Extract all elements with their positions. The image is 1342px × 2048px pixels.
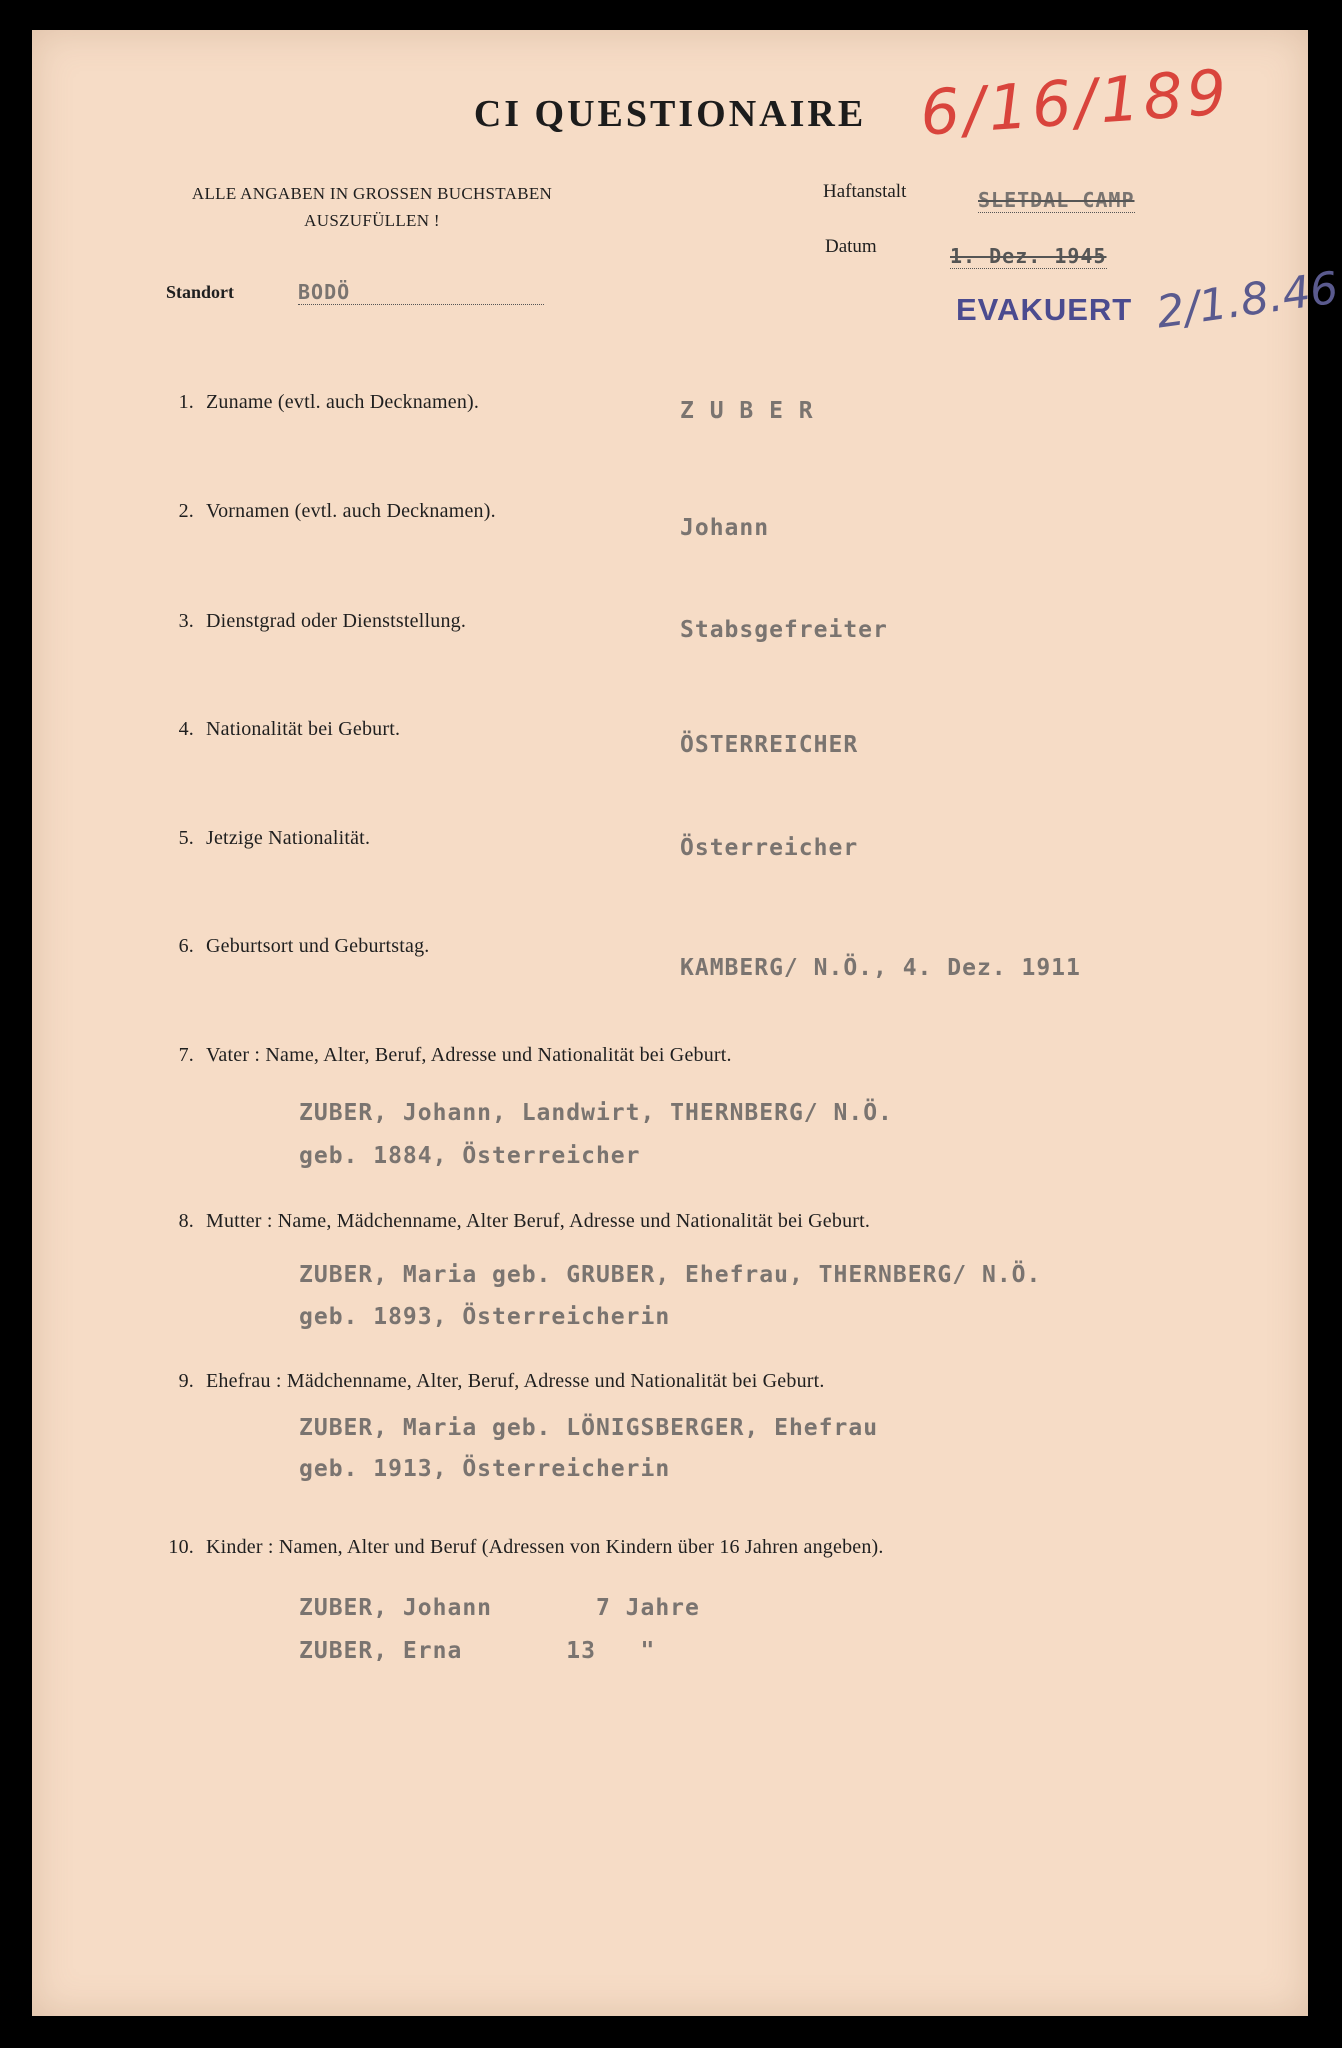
- question-text: Mutter : Name, Mädchenname, Alter Beruf, Adresse und Nationalität bei Geburt.: [206, 1210, 871, 1232]
- question-number: 10.: [168, 1536, 194, 1558]
- question-text: Ehefrau : Mädchenname, Alter, Beruf, Adresse und Nationalität bei Geburt.: [206, 1370, 825, 1392]
- question-text: Jetzige Nationalität.: [206, 827, 371, 849]
- instruction-line-2: AUSZUFÜLLEN !: [304, 211, 440, 230]
- instruction-line-1: ALLE ANGABEN IN GROSSEN BUCHSTABEN: [191, 184, 553, 203]
- answer-2: Johann: [680, 515, 770, 541]
- question-number: 3.: [178, 610, 194, 632]
- question-text: Nationalität bei Geburt.: [206, 718, 401, 740]
- answer-8-line-1: ZUBER, Maria geb. GRUBER, Ehefrau, THERNBERG/ N.Ö.: [299, 1262, 1042, 1288]
- question-text: Geburtsort und Geburtstag.: [206, 935, 430, 957]
- question-9: [158, 1370, 825, 1393]
- question-number: 7.: [178, 1044, 194, 1066]
- answer-1: Z U B E R: [680, 398, 814, 424]
- answer-10-line-1: ZUBER, Johann 7 Jahre: [299, 1595, 700, 1621]
- question-10: [158, 1536, 884, 1559]
- answer-3: Stabsgefreiter: [680, 617, 888, 643]
- answer-5: Österreicher: [680, 835, 859, 861]
- evakuert-stamp: EVAKUERT: [956, 292, 1133, 327]
- question-text: Zuname (evtl. auch Decknamen).: [206, 391, 480, 413]
- question-number: 4.: [178, 718, 194, 740]
- haftanstalt-value: SLETDAL CAMP: [978, 188, 1135, 212]
- answer-10-line-2: ZUBER, Erna 13 ": [299, 1638, 656, 1664]
- standort-value: BODÖ: [298, 280, 544, 305]
- question-3: [158, 610, 466, 633]
- question-number: 9.: [178, 1370, 194, 1392]
- question-7: [158, 1044, 732, 1067]
- standort-label: Standort: [166, 282, 235, 302]
- question-text: Kinder : Namen, Alter und Beruf (Adressen von Kindern über 16 Jahren angeben).: [206, 1536, 884, 1558]
- question-4: [158, 718, 400, 741]
- answer-8-line-2: geb. 1893, Österreicherin: [299, 1304, 671, 1330]
- answer-6: KAMBERG/ N.Ö., 4. Dez. 1911: [680, 955, 1081, 981]
- datum-label: Datum: [825, 236, 877, 257]
- page-title: CI QUESTIONAIRE: [473, 93, 867, 135]
- question-2: [158, 500, 496, 523]
- haftanstalt-label: Haftanstalt: [823, 181, 907, 202]
- datum-value: 1. Dez. 1945: [950, 244, 1107, 268]
- question-number: 6.: [178, 935, 194, 957]
- question-1: [158, 391, 479, 414]
- question-text: Vater : Name, Alter, Beruf, Adresse und Nationalität bei Geburt.: [206, 1044, 732, 1066]
- handwritten-date: 2/1.8.46: [1153, 262, 1342, 339]
- questionnaire-sheet: [32, 30, 1342, 2016]
- question-8: [158, 1210, 870, 1233]
- answer-9-line-1: ZUBER, Maria geb. LÖNIGSBERGER, Ehefrau: [299, 1415, 879, 1441]
- question-5: [158, 827, 370, 850]
- question-number: 5.: [178, 827, 194, 849]
- question-text: Dienstgrad oder Dienststellung.: [206, 610, 467, 632]
- answer-7-line-1: ZUBER, Johann, Landwirt, THERNBERG/ N.Ö.: [299, 1100, 893, 1126]
- answer-4: ÖSTERREICHER: [680, 732, 859, 758]
- handwritten-number: 6/16/189: [917, 55, 1233, 150]
- question-6: [158, 935, 430, 958]
- question-number: 2.: [178, 500, 194, 522]
- question-text: Vornamen (evtl. auch Decknamen).: [206, 500, 496, 522]
- answer-9-line-2: geb. 1913, Österreicherin: [299, 1456, 671, 1482]
- instruction-text: [142, 180, 602, 234]
- question-number: 1.: [178, 391, 194, 413]
- answer-7-line-2: geb. 1884, Österreicher: [299, 1143, 641, 1169]
- question-number: 8.: [178, 1210, 194, 1232]
